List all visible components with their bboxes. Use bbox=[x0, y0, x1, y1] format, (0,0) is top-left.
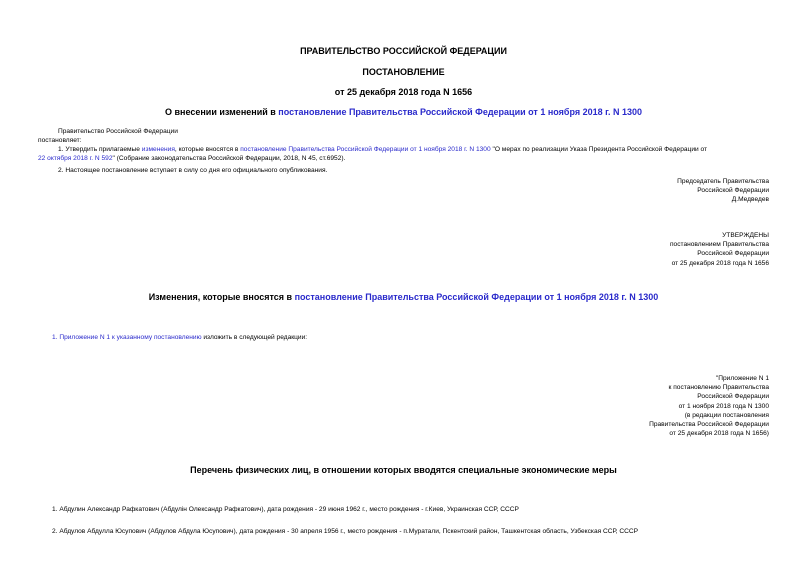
p1-after-link-text: "О мерах по реализации Указа Президента Российской Федерации от bbox=[490, 146, 708, 153]
changes-item-1-rest: изложить в следующей редакции: bbox=[201, 334, 308, 341]
changes-title-prefix: Изменения, которые вносятся в bbox=[148, 292, 295, 302]
appendix-line-6: Правительства Российской Федерации bbox=[649, 421, 769, 429]
approved-line-2: постановлением Правительства bbox=[669, 241, 769, 249]
date-number-heading: от 25 декабря 2018 года N 1656 bbox=[334, 87, 473, 97]
p1-end-text: " (Собрание законодательства Российской Федерации, 2018, N 45, ст.6952). bbox=[112, 155, 346, 162]
signature-line-3: Д.Медведев bbox=[731, 196, 769, 204]
approved-block bbox=[670, 231, 769, 268]
changes-link[interactable]: изменения bbox=[141, 146, 175, 153]
signature-line-1: Председатель Правительства bbox=[677, 178, 769, 185]
decree-592-link[interactable]: 22 октября 2018 г. N 592 bbox=[38, 155, 113, 162]
document-title bbox=[0, 107, 807, 117]
document-title-prefix: О внесении изменений в bbox=[165, 107, 279, 117]
appendix-line-7: от 25 декабря 2018 года N 1656) bbox=[669, 430, 769, 438]
appendix-line-3: Российской Федерации bbox=[697, 393, 769, 401]
paragraph-1-line-1 bbox=[58, 145, 707, 154]
approved-line-3: Российской Федерации bbox=[697, 250, 769, 258]
paragraph-2: 2. Настоящее постановление вступает в силу со дня его официального опубликования. bbox=[58, 167, 328, 174]
intro-line-1: Правительство Российской Федерации bbox=[58, 128, 178, 135]
changes-item-1 bbox=[52, 333, 307, 342]
appendix-1-link[interactable]: 1. Приложение N 1 к указанному постановлению bbox=[52, 334, 202, 341]
appendix-line-1: "Приложение N 1 bbox=[715, 375, 769, 382]
list-item: 1. Абдулин Александр Рафкатович (Абдулiн Олександр Рафкатович), дата рождения - 29 июня 1962 г., место рождения - г.Киев, Украинская ССР, СССР bbox=[52, 506, 519, 513]
decree-1300-body-link[interactable]: постановление Правительства Российской Федерации от 1 ноября 2018 г. N 1300 bbox=[240, 146, 491, 153]
paragraph-1-line-2 bbox=[38, 154, 345, 163]
decree-1300-link[interactable]: постановление Правительства Российской Федерации от 1 ноября 2018 г. N 1300 bbox=[278, 107, 642, 117]
list-title: Перечень физических лиц, в отношении которых вводятся специальные экономические меры bbox=[190, 465, 617, 475]
authority-heading: ПРАВИТЕЛЬСТВО РОССИЙСКОЙ ФЕДЕРАЦИИ bbox=[300, 46, 507, 56]
approved-line-4: от 25 декабря 2018 года N 1656 bbox=[671, 259, 769, 267]
appendix-line-5: (в редакции постановления bbox=[684, 411, 769, 419]
signature-line-2: Российской Федерации bbox=[697, 187, 769, 195]
doc-type-heading: ПОСТАНОВЛЕНИЕ bbox=[362, 67, 445, 77]
list-item: 2. Абдулов Абдулла Юсупович (Абдулов Абдула Юсупович), дата рождения - 30 апреля 1956 г., место рождения - п.Муратали, Пскентский район, Ташкентская область, Узбекская ССР, СССР bbox=[52, 528, 639, 535]
appendix-line-4: от 1 ноября 2018 года N 1300 bbox=[678, 402, 769, 410]
changes-title bbox=[0, 292, 807, 302]
appendix-block bbox=[649, 374, 769, 438]
changes-decree-1300-link[interactable]: постановление Правительства Российской Федерации от 1 ноября 2018 г. N 1300 bbox=[294, 292, 659, 302]
approved-line-1: УТВЕРЖДЕНЫ bbox=[722, 232, 769, 239]
p1-start-text: 1. Утвердить прилагаемые bbox=[58, 146, 142, 153]
intro-line-2: постановляет: bbox=[38, 137, 82, 144]
p1-mid-text: , которые вносятся в bbox=[174, 146, 241, 153]
appendix-line-2: к постановлению Правительства bbox=[668, 384, 769, 392]
signature-block bbox=[677, 177, 769, 205]
